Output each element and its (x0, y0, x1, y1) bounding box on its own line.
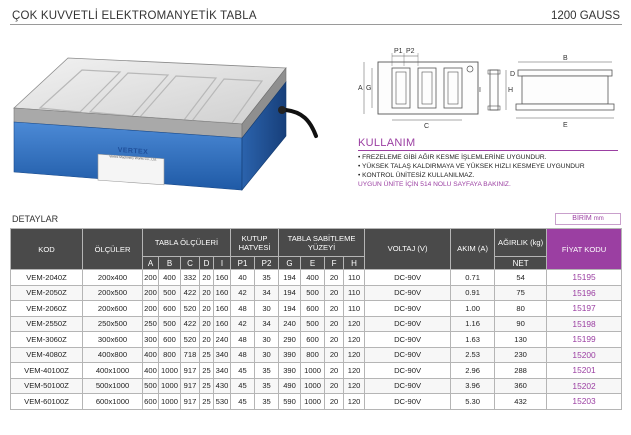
col-g: G (279, 257, 301, 270)
electromagnetic-table-illustration (10, 40, 330, 200)
cell-b: 1000 (159, 378, 181, 394)
cell-g: 290 (279, 332, 301, 348)
cell-olcu: 400x800 (83, 347, 143, 363)
col-voltaj: VOLTAJ (V) (365, 229, 451, 270)
cell-kod: VEM-50100Z (11, 378, 83, 394)
col-tabla-sabitleme: TABLA SABİTLEME YÜZEYİ (279, 229, 365, 257)
cell-akim: 1.00 (451, 301, 495, 317)
cell-p1: 45 (231, 378, 255, 394)
cell-p1: 45 (231, 363, 255, 379)
cell-f: 20 (325, 363, 344, 379)
cell-agirlik: 90 (495, 316, 547, 332)
cell-akim: 2.53 (451, 347, 495, 363)
cell-p1: 48 (231, 301, 255, 317)
cell-p1: 48 (231, 347, 255, 363)
cell-b: 500 (159, 316, 181, 332)
cell-voltaj: DC-90V (365, 332, 451, 348)
cell-p2: 35 (255, 270, 279, 286)
dim-c: C (424, 123, 430, 130)
cell-i: 340 (214, 363, 231, 379)
cell-p1: 42 (231, 285, 255, 301)
table-row (11, 301, 622, 317)
dim-a: A (358, 85, 363, 92)
cell-voltaj: DC-90V (365, 363, 451, 379)
cell-olcu: 400x1000 (83, 363, 143, 379)
technical-diagram (350, 40, 620, 135)
cell-agirlik: 432 (495, 394, 547, 410)
cell-a: 200 (143, 270, 159, 286)
cell-i: 160 (214, 285, 231, 301)
cell-olcu: 200x600 (83, 301, 143, 317)
cell-agirlik: 360 (495, 378, 547, 394)
cell-f: 20 (325, 270, 344, 286)
cell-p2: 35 (255, 378, 279, 394)
cell-olcu: 200x400 (83, 270, 143, 286)
usage-section (358, 137, 623, 189)
cell-agirlik: 230 (495, 347, 547, 363)
cell-d: 25 (200, 378, 214, 394)
cell-b: 400 (159, 270, 181, 286)
cell-h: 110 (344, 301, 365, 317)
cell-b: 1000 (159, 363, 181, 379)
cell-h: 120 (344, 347, 365, 363)
cell-a: 250 (143, 316, 159, 332)
cell-c: 332 (181, 270, 200, 286)
cell-g: 590 (279, 394, 301, 410)
cell-kod: VEM-2550Z (11, 316, 83, 332)
cell-p2: 30 (255, 301, 279, 317)
cell-c: 520 (181, 301, 200, 317)
col-tabla-olculeri: TABLA ÖLÇÜLERİ (143, 229, 231, 257)
cell-voltaj: DC-90V (365, 285, 451, 301)
cell-a: 200 (143, 285, 159, 301)
cell-fiyat: 15203 (547, 394, 622, 410)
spec-table (10, 228, 622, 410)
cell-kod: VEM-2060Z (11, 301, 83, 317)
cell-e: 800 (301, 347, 325, 363)
cell-e: 600 (301, 332, 325, 348)
cell-akim: 5.30 (451, 394, 495, 410)
cell-a: 300 (143, 332, 159, 348)
cell-h: 120 (344, 394, 365, 410)
cell-akim: 0.71 (451, 270, 495, 286)
details-label: DETAYLAR (12, 214, 59, 224)
cell-a: 400 (143, 347, 159, 363)
dim-e: E (563, 122, 568, 129)
col-e: E (301, 257, 325, 270)
col-fiyat-kodu: FİYAT KODU (547, 229, 622, 270)
usage-note: UYGUN ÜNİTE İÇİN 514 NOLU SAYFAYA BAKINIZ. (358, 181, 511, 188)
col-kod: KOD (11, 229, 83, 270)
dim-g: G (366, 85, 372, 92)
unit-label: BİRİM (572, 215, 592, 222)
page-header (10, 6, 622, 26)
cell-fiyat: 15200 (547, 347, 622, 363)
cell-i: 530 (214, 394, 231, 410)
col-p1: P1 (231, 257, 255, 270)
cell-olcu: 600x1000 (83, 394, 143, 410)
cell-c: 718 (181, 347, 200, 363)
cell-h: 110 (344, 270, 365, 286)
cell-p2: 30 (255, 332, 279, 348)
cell-kod: VEM-3060Z (11, 332, 83, 348)
cell-g: 194 (279, 301, 301, 317)
cell-h: 120 (344, 332, 365, 348)
col-olculer: ÖLÇÜLER (83, 229, 143, 270)
usage-title: KULLANIM (358, 137, 618, 151)
cell-f: 20 (325, 394, 344, 410)
cell-i: 160 (214, 316, 231, 332)
cell-p2: 34 (255, 316, 279, 332)
cell-olcu: 300x600 (83, 332, 143, 348)
cell-h: 120 (344, 363, 365, 379)
gauss-rating: 1200 GAUSS (550, 10, 620, 22)
table-row (11, 270, 622, 286)
cell-p2: 30 (255, 347, 279, 363)
cell-a: 600 (143, 394, 159, 410)
cell-d: 25 (200, 394, 214, 410)
cell-d: 20 (200, 301, 214, 317)
cell-kod: VEM-60100Z (11, 394, 83, 410)
cell-f: 20 (325, 332, 344, 348)
cell-akim: 2.96 (451, 363, 495, 379)
cell-agirlik: 288 (495, 363, 547, 379)
cell-i: 160 (214, 270, 231, 286)
cell-c: 422 (181, 285, 200, 301)
usage-bullet: • KONTROL ÜNİTESİZ KULLANILMAZ. (358, 172, 475, 179)
cell-akim: 1.63 (451, 332, 495, 348)
cell-kod: VEM-40100Z (11, 363, 83, 379)
usage-bullet: • FREZELEME GİBİ AĞIR KESME İŞLEMLERİNE UYGUNDUR. (358, 154, 547, 161)
cell-fiyat: 15201 (547, 363, 622, 379)
cell-voltaj: DC-90V (365, 394, 451, 410)
cell-olcu: 200x500 (83, 285, 143, 301)
cell-c: 520 (181, 332, 200, 348)
cell-a: 500 (143, 378, 159, 394)
spec-table-body (11, 270, 622, 410)
cell-g: 390 (279, 347, 301, 363)
cell-voltaj: DC-90V (365, 270, 451, 286)
cell-p1: 45 (231, 394, 255, 410)
cell-e: 500 (301, 316, 325, 332)
product-photo (10, 40, 330, 200)
cell-akim: 1.16 (451, 316, 495, 332)
cell-i: 340 (214, 347, 231, 363)
cell-kod: VEM-2050Z (11, 285, 83, 301)
header-divider (10, 24, 622, 25)
cell-c: 422 (181, 316, 200, 332)
unit-value: mm (593, 216, 604, 222)
dim-h: H (508, 87, 514, 94)
cell-g: 194 (279, 270, 301, 286)
cell-b: 800 (159, 347, 181, 363)
cell-kod: VEM-4080Z (11, 347, 83, 363)
cell-p1: 48 (231, 332, 255, 348)
cell-fiyat: 15202 (547, 378, 622, 394)
cell-olcu: 500x1000 (83, 378, 143, 394)
col-a: A (143, 257, 159, 270)
table-row (11, 285, 622, 301)
col-c: C (181, 257, 200, 270)
col-h: H (344, 257, 365, 270)
cell-b: 500 (159, 285, 181, 301)
cell-p2: 34 (255, 285, 279, 301)
cell-akim: 3.96 (451, 378, 495, 394)
cell-d: 25 (200, 363, 214, 379)
cell-f: 20 (325, 301, 344, 317)
cell-g: 240 (279, 316, 301, 332)
cell-i: 240 (214, 332, 231, 348)
cell-fiyat: 15198 (547, 316, 622, 332)
cell-c: 917 (181, 363, 200, 379)
cell-voltaj: DC-90V (365, 316, 451, 332)
table-row (11, 363, 622, 379)
dim-p1: P1 (394, 48, 403, 55)
cell-f: 20 (325, 347, 344, 363)
cell-p2: 35 (255, 394, 279, 410)
page-title: ÇOK KUVVETLİ ELEKTROMANYETİK TABLA (12, 10, 257, 22)
col-b: B (159, 257, 181, 270)
cell-agirlik: 54 (495, 270, 547, 286)
table-row (11, 332, 622, 348)
cell-e: 400 (301, 270, 325, 286)
cell-i: 160 (214, 301, 231, 317)
cell-olcu: 250x500 (83, 316, 143, 332)
cell-fiyat: 15196 (547, 285, 622, 301)
cell-fiyat: 15197 (547, 301, 622, 317)
cell-e: 1000 (301, 378, 325, 394)
brand-name: VERTEX (117, 146, 149, 157)
cell-d: 20 (200, 332, 214, 348)
cell-fiyat: 15195 (547, 270, 622, 286)
cell-g: 490 (279, 378, 301, 394)
table-row (11, 394, 622, 410)
cell-b: 600 (159, 301, 181, 317)
col-kutup-hatvesi: KUTUP HATVESİ (231, 229, 279, 257)
cell-p1: 42 (231, 316, 255, 332)
cell-i: 430 (214, 378, 231, 394)
col-akim: AKIM (A) (451, 229, 495, 270)
col-i: I (214, 257, 231, 270)
cell-h: 120 (344, 316, 365, 332)
cell-e: 1000 (301, 363, 325, 379)
cell-p1: 40 (231, 270, 255, 286)
cell-voltaj: DC-90V (365, 347, 451, 363)
cell-e: 500 (301, 285, 325, 301)
cell-h: 110 (344, 285, 365, 301)
cell-b: 1000 (159, 394, 181, 410)
col-agirlik: AĞIRLIK (kg) (495, 229, 547, 257)
cell-f: 20 (325, 378, 344, 394)
cell-g: 194 (279, 285, 301, 301)
cell-d: 20 (200, 270, 214, 286)
dim-b: B (563, 55, 568, 62)
cell-c: 917 (181, 394, 200, 410)
cell-agirlik: 75 (495, 285, 547, 301)
cell-fiyat: 15199 (547, 332, 622, 348)
cell-c: 917 (181, 378, 200, 394)
dim-d: D (510, 71, 516, 78)
cell-h: 120 (344, 378, 365, 394)
cell-voltaj: DC-90V (365, 301, 451, 317)
col-p2: P2 (255, 257, 279, 270)
cell-kod: VEM-2040Z (11, 270, 83, 286)
cell-g: 390 (279, 363, 301, 379)
cell-d: 25 (200, 347, 214, 363)
cell-e: 600 (301, 301, 325, 317)
cell-agirlik: 130 (495, 332, 547, 348)
table-row (11, 316, 622, 332)
cell-voltaj: DC-90V (365, 378, 451, 394)
dim-p2: P2 (406, 48, 415, 55)
col-net: NET (495, 257, 547, 270)
cell-f: 20 (325, 316, 344, 332)
col-d: D (200, 257, 214, 270)
usage-bullet: • YÜKSEK TALAŞ KALDIRMAYA VE YÜKSEK HIZLI KESMEYE UYGUNDUR (358, 163, 585, 170)
unit-badge (555, 213, 621, 225)
cell-p2: 35 (255, 363, 279, 379)
cell-a: 200 (143, 301, 159, 317)
cell-b: 600 (159, 332, 181, 348)
cell-akim: 0.91 (451, 285, 495, 301)
cell-f: 20 (325, 285, 344, 301)
cell-a: 400 (143, 363, 159, 379)
dimension-drawing (350, 40, 620, 135)
cell-e: 1000 (301, 394, 325, 410)
dim-i: I (479, 87, 481, 94)
cell-agirlik: 80 (495, 301, 547, 317)
cell-d: 20 (200, 285, 214, 301)
table-row (11, 378, 622, 394)
cell-d: 20 (200, 316, 214, 332)
brand-plate-text: Vertex Machinery Works Co., Ltd. (109, 154, 157, 162)
col-f: F (325, 257, 344, 270)
table-row (11, 347, 622, 363)
